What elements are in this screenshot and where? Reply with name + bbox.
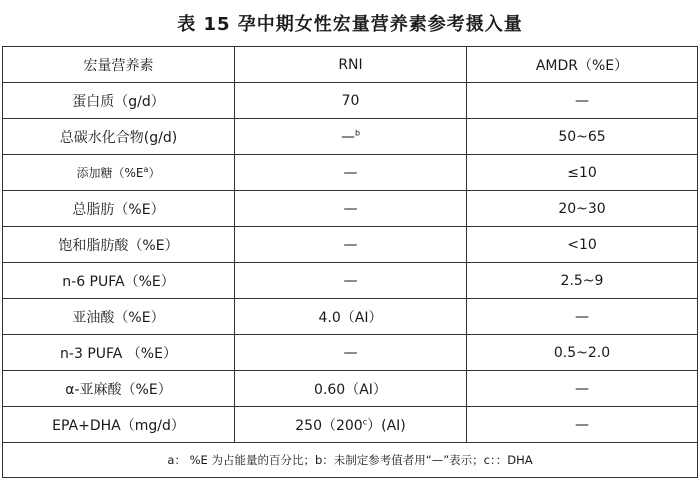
nutrient-label: 添加糖（%E (76, 166, 144, 180)
nutrient-cell: n-6 PUFA（%E） (3, 263, 235, 299)
rni-cell: — (235, 263, 467, 299)
nutrient-label-tail: ） (148, 166, 161, 180)
rni-cell (235, 407, 467, 443)
nutrient-cell (3, 155, 235, 191)
rni-cell: — (235, 227, 467, 263)
nutrient-cell: 总脂肪（%E） (3, 191, 235, 227)
table-row (3, 83, 698, 119)
rni-value-tail: ）(AI) (367, 417, 406, 434)
amdr-cell: — (467, 371, 698, 407)
footnote-row (3, 443, 698, 478)
amdr-cell: — (467, 83, 698, 119)
header-row (3, 47, 698, 83)
header-nutrient: 宏量营养素 (3, 47, 235, 83)
amdr-cell: 20~30 (467, 191, 698, 227)
amdr-cell: 0.5~2.0 (467, 335, 698, 371)
nutrient-cell: 总碳水化合物(g/d) (3, 119, 235, 155)
rni-cell: 0.60（AI） (235, 371, 467, 407)
nutrient-cell: n-3 PUFA （%E） (3, 335, 235, 371)
rni-cell: 4.0（AI） (235, 299, 467, 335)
nutrient-cell: 亚油酸（%E） (3, 299, 235, 335)
table-row (3, 407, 698, 443)
nutrient-table (2, 46, 698, 478)
amdr-cell: 2.5~9 (467, 263, 698, 299)
table-row (3, 191, 698, 227)
rni-cell: — (235, 191, 467, 227)
rni-cell: 70 (235, 83, 467, 119)
table-row (3, 335, 698, 371)
footnote-mark: b (354, 127, 361, 137)
amdr-cell: ≤10 (467, 155, 698, 191)
table-row (3, 371, 698, 407)
footnote: a： %E 为占能量的百分比；b：未制定参考值者用“—”表示；c：：DHA (3, 443, 698, 478)
rni-cell: — (235, 335, 467, 371)
rni-value: 250（200 (295, 417, 363, 434)
rni-value: — (340, 128, 355, 145)
rni-cell: — (235, 155, 467, 191)
footnote-mark: a (143, 165, 149, 174)
nutrient-cell: 蛋白质（g/d） (3, 83, 235, 119)
amdr-cell: — (467, 299, 698, 335)
table-row (3, 299, 698, 335)
table-row (3, 227, 698, 263)
header-rni: RNI (235, 47, 467, 83)
nutrient-cell: EPA+DHA（mg/d） (3, 407, 235, 443)
amdr-cell: — (467, 407, 698, 443)
footnote-mark: c (362, 416, 368, 426)
nutrient-cell: α-亚麻酸（%E） (3, 371, 235, 407)
table-title: 表 15 孕中期女性宏量营养素参考摄入量 (177, 14, 523, 35)
rni-cell (235, 119, 467, 155)
table-row (3, 263, 698, 299)
table-row (3, 119, 698, 155)
header-amdr: AMDR（%E） (467, 47, 698, 83)
amdr-cell: <10 (467, 227, 698, 263)
table-row (3, 155, 698, 191)
nutrient-cell: 饱和脂肪酸（%E） (3, 227, 235, 263)
amdr-cell: 50~65 (467, 119, 698, 155)
